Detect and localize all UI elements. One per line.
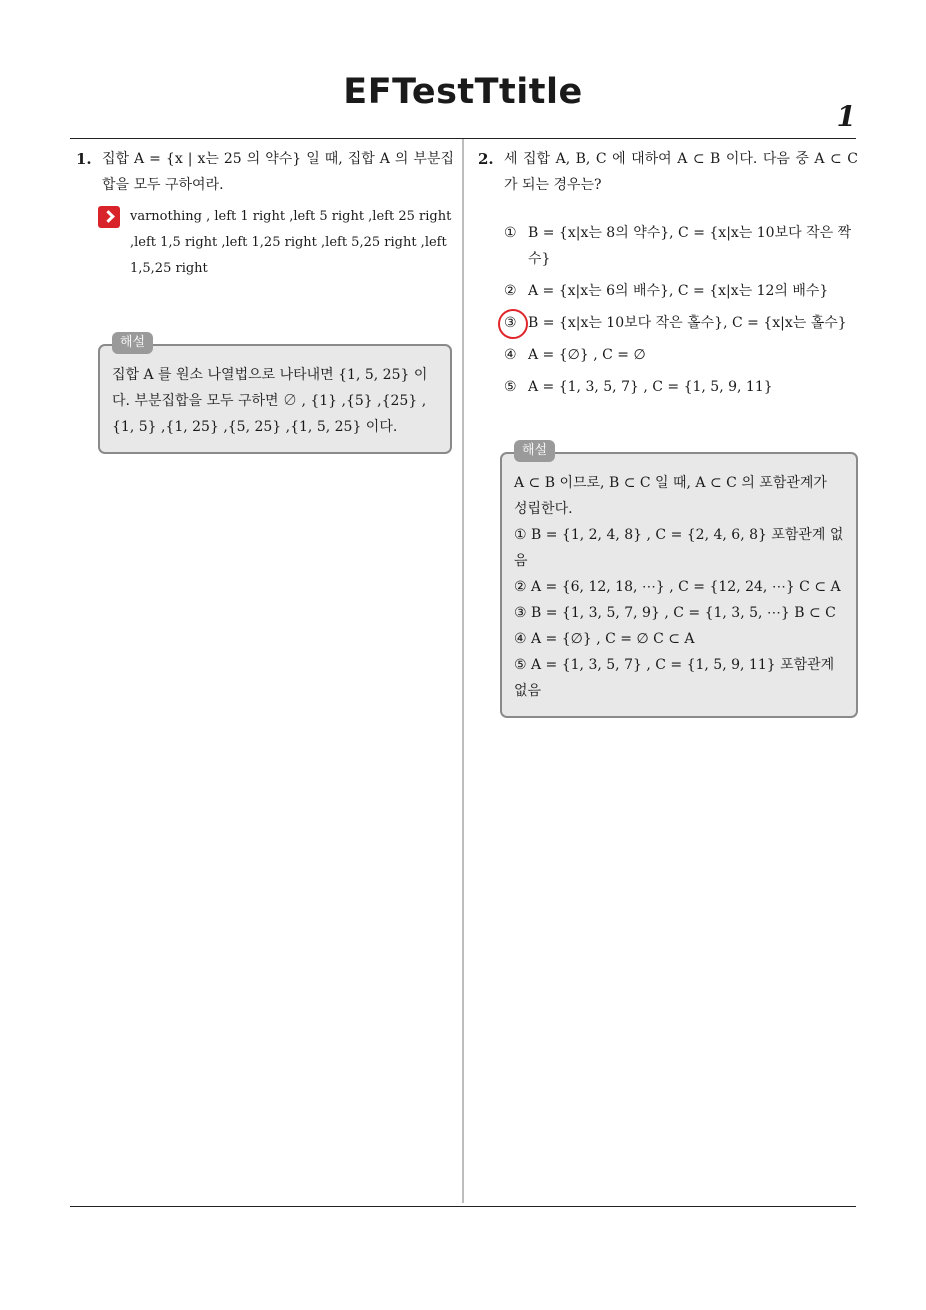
selected-circle-icon xyxy=(498,309,528,339)
option-mark: ② xyxy=(504,283,517,299)
explanation-label: 해설 xyxy=(112,332,153,354)
question-1 xyxy=(76,146,454,454)
explanation-line: ⑤ A = {1, 3, 5, 7} , C = {1, 5, 9, 11} 포함관계 없음 xyxy=(514,657,835,699)
page-title: EFTestTtitle xyxy=(343,72,583,112)
option-mark: ④ xyxy=(504,347,517,363)
question-2 xyxy=(478,146,858,718)
explanation-label: 해설 xyxy=(514,440,555,462)
question-text: 세 집합 A, B, C 에 대하여 A ⊂ B 이다. 다음 중 A ⊂ C 가 되는 경우는? xyxy=(504,151,858,193)
option-text: A = {1, 3, 5, 7} , C = {1, 5, 9, 11} xyxy=(528,379,773,395)
option-mark: ⑤ xyxy=(504,379,517,395)
answer-arrow-icon xyxy=(98,206,120,228)
option-text: B = {x|x는 8의 약수}, C = {x|x는 10보다 작은 짝수} xyxy=(528,225,852,267)
option-mark xyxy=(504,310,528,336)
question-number: 1. xyxy=(76,150,92,168)
option-4[interactable] xyxy=(504,342,858,368)
option-text: A = {∅} , C = ∅ xyxy=(528,347,646,363)
option-2[interactable] xyxy=(504,278,858,304)
option-5[interactable] xyxy=(504,374,858,400)
explanation-line: A ⊂ B 이므로, B ⊂ C 일 때, A ⊂ C 의 포함관계가 성립한다. xyxy=(514,475,827,517)
explanation-box xyxy=(500,443,858,718)
option-mark-text: ③ xyxy=(504,315,517,331)
explanation-line: ② A = {6, 12, 18, ⋯} , C = {12, 24, ⋯} C ⊂ A xyxy=(514,579,841,595)
option-3[interactable] xyxy=(504,310,858,336)
footer-rule xyxy=(70,1206,856,1207)
explanation-line: ④ A = {∅} , C = ∅ C ⊂ A xyxy=(514,631,695,647)
options-list xyxy=(478,220,858,400)
option-mark: ① xyxy=(504,225,517,241)
explanation-text: 집합 A 를 원소 나열법으로 나타내면 {1, 5, 25} 이다. 부분집합을 모두 구하면 ∅ , {1} ,{5} ,{25} ,{1, 5} ,{1, 25} ,{5, 25} ,{1, 5, 25} 이다. xyxy=(112,367,428,435)
column-divider xyxy=(462,139,464,1203)
explanation-line: ① B = {1, 2, 4, 8} , C = {2, 4, 6, 8} 포함관계 없음 xyxy=(514,527,844,569)
explanation-box xyxy=(98,335,452,454)
answer-row xyxy=(76,204,454,282)
option-text: A = {x|x는 6의 배수}, C = {x|x는 12의 배수} xyxy=(528,283,829,299)
question-number: 2. xyxy=(478,150,494,168)
option-text: B = {x|x는 10보다 작은 홀수}, C = {x|x는 홀수} xyxy=(528,315,847,331)
question-text: 집합 A = {x | x는 25 의 약수} 일 때, 집합 A 의 부분집합을 모두 구하여라. xyxy=(102,151,454,193)
option-1[interactable] xyxy=(504,220,858,272)
answer-text: varnothing , left 1 right ,left 5 right ,left 25 right ,left 1,5 right ,left 1,25 right ,left 5,25 right ,left 1,5,25 right xyxy=(130,209,452,276)
page-number: 1 xyxy=(836,100,856,133)
explanation-line: ③ B = {1, 3, 5, 7, 9} , C = {1, 3, 5, ⋯} B ⊂ C xyxy=(514,605,836,621)
